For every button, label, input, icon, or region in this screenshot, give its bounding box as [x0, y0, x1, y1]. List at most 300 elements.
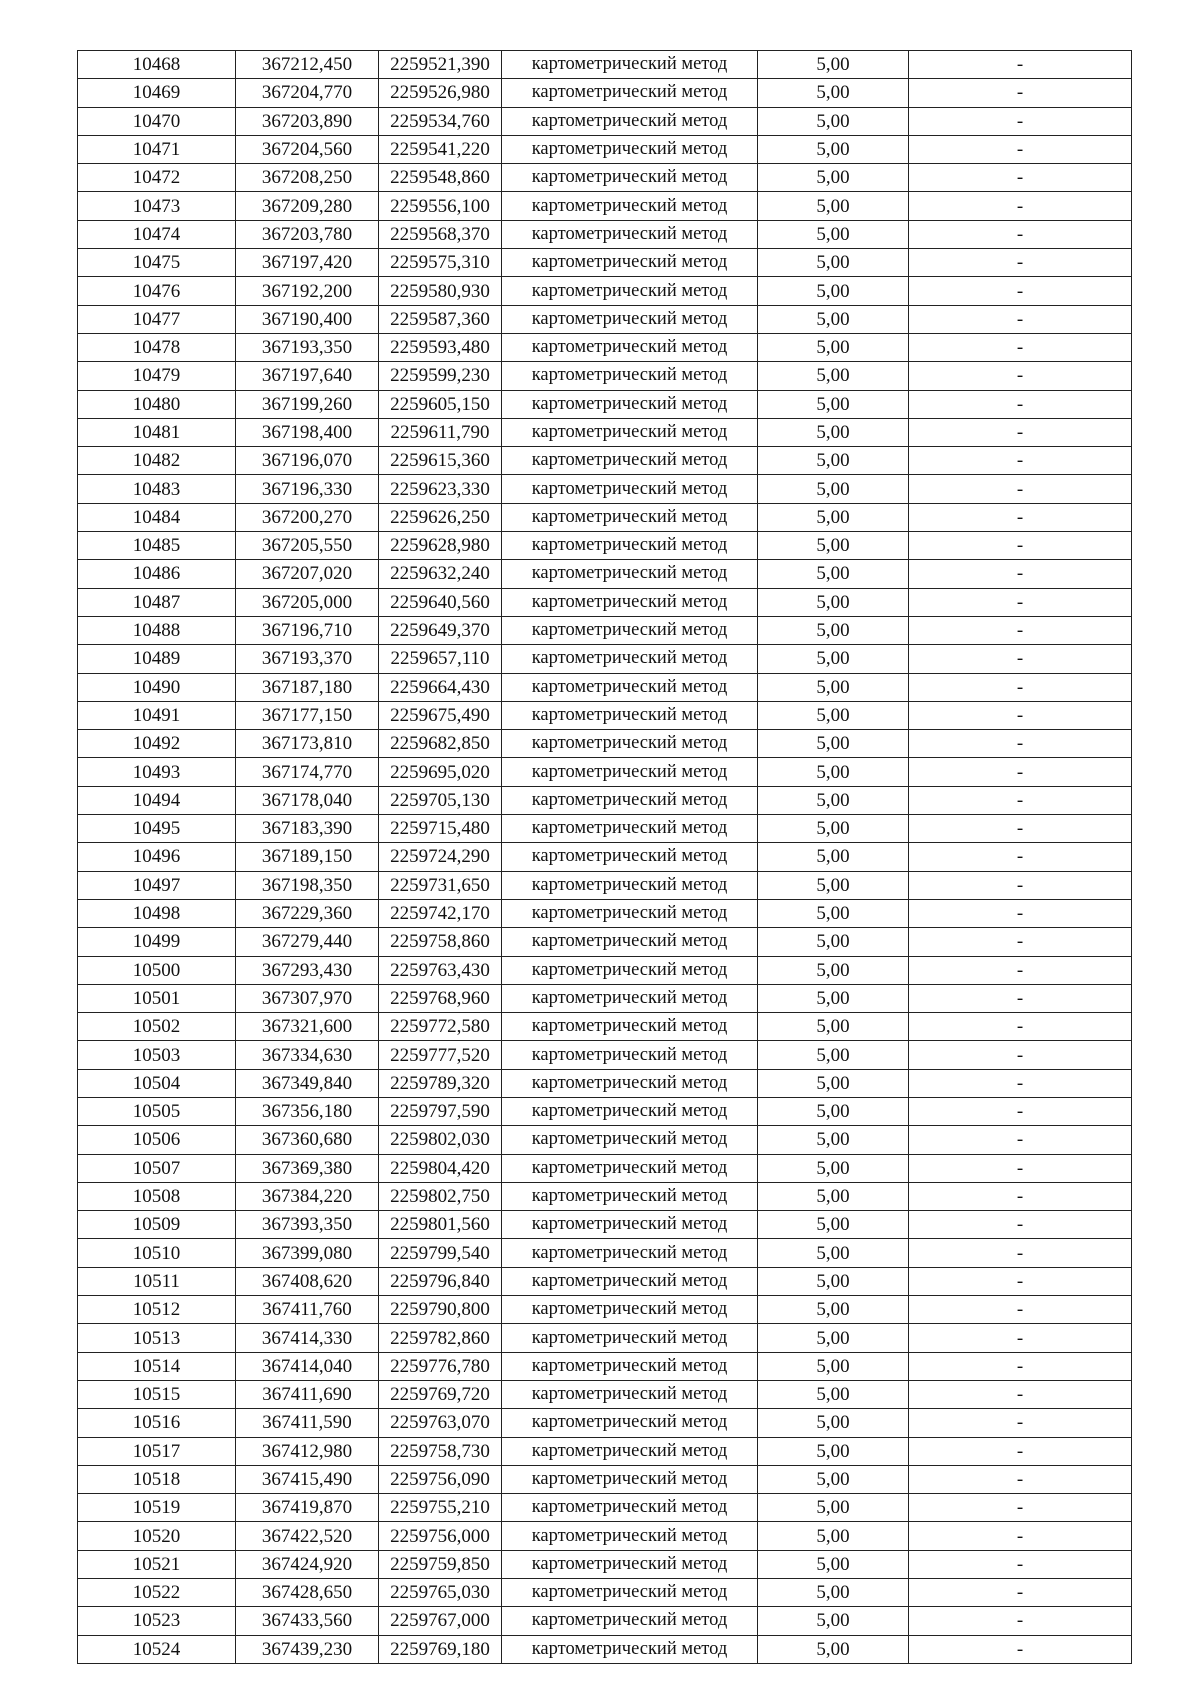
accuracy-cell: 5,00 — [758, 1239, 909, 1267]
note-cell: - — [909, 1494, 1132, 1522]
accuracy-cell: 5,00 — [758, 758, 909, 786]
x-coordinate-cell: 367199,260 — [236, 390, 379, 418]
y-coordinate-cell: 2259758,860 — [379, 928, 502, 956]
method-cell: картометрический метод — [502, 1579, 758, 1607]
x-coordinate-cell: 367187,180 — [236, 673, 379, 701]
method-cell: картометрический метод — [502, 1069, 758, 1097]
x-coordinate-cell: 367321,600 — [236, 1013, 379, 1041]
y-coordinate-cell: 2259765,030 — [379, 1579, 502, 1607]
note-cell: - — [909, 1409, 1132, 1437]
point-number-cell: 10496 — [78, 843, 236, 871]
method-cell: картометрический метод — [502, 899, 758, 927]
note-cell: - — [909, 1069, 1132, 1097]
note-cell: - — [909, 220, 1132, 248]
accuracy-cell: 5,00 — [758, 588, 909, 616]
point-number-cell: 10520 — [78, 1522, 236, 1550]
x-coordinate-cell: 367198,350 — [236, 871, 379, 899]
method-cell: картометрический метод — [502, 503, 758, 531]
x-coordinate-cell: 367205,550 — [236, 532, 379, 560]
table-row — [78, 815, 1132, 843]
y-coordinate-cell: 2259758,730 — [379, 1437, 502, 1465]
method-cell: картометрический метод — [502, 588, 758, 616]
y-coordinate-cell: 2259611,790 — [379, 418, 502, 446]
table-row — [78, 135, 1132, 163]
y-coordinate-cell: 2259615,360 — [379, 447, 502, 475]
point-number-cell: 10476 — [78, 277, 236, 305]
accuracy-cell: 5,00 — [758, 135, 909, 163]
point-number-cell: 10485 — [78, 532, 236, 560]
accuracy-cell: 5,00 — [758, 220, 909, 248]
point-number-cell: 10493 — [78, 758, 236, 786]
method-cell: картометрический метод — [502, 1437, 758, 1465]
y-coordinate-cell: 2259767,000 — [379, 1607, 502, 1635]
x-coordinate-cell: 367433,560 — [236, 1607, 379, 1635]
table-row — [78, 1126, 1132, 1154]
note-cell: - — [909, 1296, 1132, 1324]
method-cell: картометрический метод — [502, 79, 758, 107]
note-cell: - — [909, 135, 1132, 163]
method-cell: картометрический метод — [502, 192, 758, 220]
y-coordinate-cell: 2259632,240 — [379, 560, 502, 588]
y-coordinate-cell: 2259705,130 — [379, 786, 502, 814]
table-row — [78, 560, 1132, 588]
note-cell: - — [909, 815, 1132, 843]
note-cell: - — [909, 588, 1132, 616]
x-coordinate-cell: 367196,070 — [236, 447, 379, 475]
y-coordinate-cell: 2259580,930 — [379, 277, 502, 305]
table-row — [78, 1607, 1132, 1635]
accuracy-cell: 5,00 — [758, 1409, 909, 1437]
table-row — [78, 1267, 1132, 1295]
method-cell: картометрический метод — [502, 1126, 758, 1154]
table-row — [78, 1211, 1132, 1239]
table-row — [78, 362, 1132, 390]
method-cell: картометрический метод — [502, 475, 758, 503]
note-cell: - — [909, 1013, 1132, 1041]
accuracy-cell: 5,00 — [758, 1607, 909, 1635]
table-row — [78, 1013, 1132, 1041]
y-coordinate-cell: 2259763,430 — [379, 956, 502, 984]
note-cell: - — [909, 390, 1132, 418]
note-cell: - — [909, 560, 1132, 588]
note-cell: - — [909, 51, 1132, 79]
note-cell: - — [909, 1182, 1132, 1210]
accuracy-cell: 5,00 — [758, 503, 909, 531]
point-number-cell: 10472 — [78, 164, 236, 192]
accuracy-cell: 5,00 — [758, 616, 909, 644]
method-cell: картометрический метод — [502, 1154, 758, 1182]
y-coordinate-cell: 2259626,250 — [379, 503, 502, 531]
x-coordinate-cell: 367204,770 — [236, 79, 379, 107]
accuracy-cell: 5,00 — [758, 1069, 909, 1097]
point-number-cell: 10488 — [78, 616, 236, 644]
method-cell: картометрический метод — [502, 305, 758, 333]
point-number-cell: 10487 — [78, 588, 236, 616]
accuracy-cell: 5,00 — [758, 79, 909, 107]
y-coordinate-cell: 2259769,180 — [379, 1635, 502, 1663]
accuracy-cell: 5,00 — [758, 1380, 909, 1408]
point-number-cell: 10511 — [78, 1267, 236, 1295]
point-number-cell: 10499 — [78, 928, 236, 956]
x-coordinate-cell: 367411,760 — [236, 1296, 379, 1324]
method-cell: картометрический метод — [502, 815, 758, 843]
table-row — [78, 1352, 1132, 1380]
x-coordinate-cell: 367408,620 — [236, 1267, 379, 1295]
x-coordinate-cell: 367229,360 — [236, 899, 379, 927]
method-cell: картометрический метод — [502, 107, 758, 135]
method-cell: картометрический метод — [502, 1550, 758, 1578]
point-number-cell: 10517 — [78, 1437, 236, 1465]
accuracy-cell: 5,00 — [758, 532, 909, 560]
x-coordinate-cell: 367193,370 — [236, 645, 379, 673]
point-number-cell: 10486 — [78, 560, 236, 588]
table-row — [78, 1494, 1132, 1522]
accuracy-cell: 5,00 — [758, 333, 909, 361]
note-cell: - — [909, 362, 1132, 390]
note-cell: - — [909, 249, 1132, 277]
table-row — [78, 249, 1132, 277]
method-cell: картометрический метод — [502, 645, 758, 673]
accuracy-cell: 5,00 — [758, 107, 909, 135]
point-number-cell: 10492 — [78, 730, 236, 758]
note-cell: - — [909, 333, 1132, 361]
y-coordinate-cell: 2259756,000 — [379, 1522, 502, 1550]
x-coordinate-cell: 367393,350 — [236, 1211, 379, 1239]
x-coordinate-cell: 367360,680 — [236, 1126, 379, 1154]
y-coordinate-cell: 2259526,980 — [379, 79, 502, 107]
y-coordinate-cell: 2259769,720 — [379, 1380, 502, 1408]
note-cell: - — [909, 645, 1132, 673]
point-number-cell: 10508 — [78, 1182, 236, 1210]
method-cell: картометрический метод — [502, 1607, 758, 1635]
table-row — [78, 843, 1132, 871]
x-coordinate-cell: 367212,450 — [236, 51, 379, 79]
table-row — [78, 701, 1132, 729]
method-cell: картометрический метод — [502, 673, 758, 701]
point-number-cell: 10514 — [78, 1352, 236, 1380]
table-row — [78, 390, 1132, 418]
y-coordinate-cell: 2259568,370 — [379, 220, 502, 248]
x-coordinate-cell: 367203,890 — [236, 107, 379, 135]
accuracy-cell: 5,00 — [758, 192, 909, 220]
table-row — [78, 1409, 1132, 1437]
x-coordinate-cell: 367174,770 — [236, 758, 379, 786]
accuracy-cell: 5,00 — [758, 1465, 909, 1493]
table-row — [78, 333, 1132, 361]
accuracy-cell: 5,00 — [758, 1550, 909, 1578]
point-number-cell: 10521 — [78, 1550, 236, 1578]
method-cell: картометрический метод — [502, 984, 758, 1012]
table-row — [78, 588, 1132, 616]
method-cell: картометрический метод — [502, 616, 758, 644]
table-row — [78, 928, 1132, 956]
x-coordinate-cell: 367198,400 — [236, 418, 379, 446]
accuracy-cell: 5,00 — [758, 701, 909, 729]
y-coordinate-cell: 2259724,290 — [379, 843, 502, 871]
y-coordinate-cell: 2259682,850 — [379, 730, 502, 758]
note-cell: - — [909, 1522, 1132, 1550]
accuracy-cell: 5,00 — [758, 1522, 909, 1550]
note-cell: - — [909, 701, 1132, 729]
y-coordinate-cell: 2259541,220 — [379, 135, 502, 163]
table-row — [78, 1522, 1132, 1550]
method-cell: картометрический метод — [502, 532, 758, 560]
method-cell: картометрический метод — [502, 1465, 758, 1493]
point-number-cell: 10512 — [78, 1296, 236, 1324]
method-cell: картометрический метод — [502, 928, 758, 956]
y-coordinate-cell: 2259756,090 — [379, 1465, 502, 1493]
y-coordinate-cell: 2259772,580 — [379, 1013, 502, 1041]
x-coordinate-cell: 367197,420 — [236, 249, 379, 277]
table-row — [78, 956, 1132, 984]
method-cell: картометрический метод — [502, 1635, 758, 1663]
y-coordinate-cell: 2259755,210 — [379, 1494, 502, 1522]
table-row — [78, 1550, 1132, 1578]
note-cell: - — [909, 418, 1132, 446]
point-number-cell: 10506 — [78, 1126, 236, 1154]
x-coordinate-cell: 367307,970 — [236, 984, 379, 1012]
table-row — [78, 616, 1132, 644]
method-cell: картометрический метод — [502, 1324, 758, 1352]
method-cell: картометрический метод — [502, 1494, 758, 1522]
method-cell: картометрический метод — [502, 362, 758, 390]
table-row — [78, 192, 1132, 220]
method-cell: картометрический метод — [502, 220, 758, 248]
accuracy-cell: 5,00 — [758, 1324, 909, 1352]
point-number-cell: 10478 — [78, 333, 236, 361]
y-coordinate-cell: 2259777,520 — [379, 1041, 502, 1069]
table-row — [78, 1239, 1132, 1267]
y-coordinate-cell: 2259801,560 — [379, 1211, 502, 1239]
point-number-cell: 10509 — [78, 1211, 236, 1239]
table-row — [78, 532, 1132, 560]
y-coordinate-cell: 2259759,850 — [379, 1550, 502, 1578]
accuracy-cell: 5,00 — [758, 560, 909, 588]
y-coordinate-cell: 2259763,070 — [379, 1409, 502, 1437]
note-cell: - — [909, 616, 1132, 644]
accuracy-cell: 5,00 — [758, 475, 909, 503]
point-number-cell: 10505 — [78, 1097, 236, 1125]
note-cell: - — [909, 1154, 1132, 1182]
table-row — [78, 220, 1132, 248]
method-cell: картометрический метод — [502, 758, 758, 786]
x-coordinate-cell: 367207,020 — [236, 560, 379, 588]
accuracy-cell: 5,00 — [758, 390, 909, 418]
x-coordinate-cell: 367183,390 — [236, 815, 379, 843]
table-row — [78, 1324, 1132, 1352]
table-row — [78, 1182, 1132, 1210]
x-coordinate-cell: 367334,630 — [236, 1041, 379, 1069]
note-cell: - — [909, 1126, 1132, 1154]
accuracy-cell: 5,00 — [758, 1097, 909, 1125]
y-coordinate-cell: 2259797,590 — [379, 1097, 502, 1125]
method-cell: картометрический метод — [502, 786, 758, 814]
note-cell: - — [909, 107, 1132, 135]
y-coordinate-cell: 2259587,360 — [379, 305, 502, 333]
y-coordinate-cell: 2259649,370 — [379, 616, 502, 644]
point-number-cell: 10481 — [78, 418, 236, 446]
note-cell: - — [909, 1380, 1132, 1408]
y-coordinate-cell: 2259742,170 — [379, 899, 502, 927]
point-number-cell: 10469 — [78, 79, 236, 107]
accuracy-cell: 5,00 — [758, 1635, 909, 1663]
note-cell: - — [909, 1635, 1132, 1663]
accuracy-cell: 5,00 — [758, 164, 909, 192]
point-number-cell: 10491 — [78, 701, 236, 729]
table-row — [78, 475, 1132, 503]
y-coordinate-cell: 2259782,860 — [379, 1324, 502, 1352]
x-coordinate-cell: 367200,270 — [236, 503, 379, 531]
accuracy-cell: 5,00 — [758, 871, 909, 899]
x-coordinate-cell: 367414,330 — [236, 1324, 379, 1352]
method-cell: картометрический метод — [502, 1296, 758, 1324]
method-cell: картометрический метод — [502, 1409, 758, 1437]
x-coordinate-cell: 367424,920 — [236, 1550, 379, 1578]
point-number-cell: 10518 — [78, 1465, 236, 1493]
coordinates-table — [77, 50, 1132, 1664]
method-cell: картометрический метод — [502, 1352, 758, 1380]
y-coordinate-cell: 2259796,840 — [379, 1267, 502, 1295]
method-cell: картометрический метод — [502, 730, 758, 758]
table-row — [78, 164, 1132, 192]
note-cell: - — [909, 673, 1132, 701]
table-row — [78, 645, 1132, 673]
accuracy-cell: 5,00 — [758, 1211, 909, 1239]
y-coordinate-cell: 2259657,110 — [379, 645, 502, 673]
table-row — [78, 1579, 1132, 1607]
table-row — [78, 1635, 1132, 1663]
x-coordinate-cell: 367192,200 — [236, 277, 379, 305]
table-row — [78, 673, 1132, 701]
accuracy-cell: 5,00 — [758, 1182, 909, 1210]
table-row — [78, 758, 1132, 786]
y-coordinate-cell: 2259640,560 — [379, 588, 502, 616]
point-number-cell: 10498 — [78, 899, 236, 927]
y-coordinate-cell: 2259768,960 — [379, 984, 502, 1012]
table-row — [78, 107, 1132, 135]
table-row — [78, 1041, 1132, 1069]
note-cell: - — [909, 956, 1132, 984]
point-number-cell: 10477 — [78, 305, 236, 333]
x-coordinate-cell: 367428,650 — [236, 1579, 379, 1607]
y-coordinate-cell: 2259534,760 — [379, 107, 502, 135]
point-number-cell: 10474 — [78, 220, 236, 248]
accuracy-cell: 5,00 — [758, 51, 909, 79]
method-cell: картометрический метод — [502, 1013, 758, 1041]
accuracy-cell: 5,00 — [758, 249, 909, 277]
accuracy-cell: 5,00 — [758, 1154, 909, 1182]
point-number-cell: 10501 — [78, 984, 236, 1012]
point-number-cell: 10479 — [78, 362, 236, 390]
x-coordinate-cell: 367411,590 — [236, 1409, 379, 1437]
x-coordinate-cell: 367349,840 — [236, 1069, 379, 1097]
table-row — [78, 447, 1132, 475]
x-coordinate-cell: 367419,870 — [236, 1494, 379, 1522]
accuracy-cell: 5,00 — [758, 815, 909, 843]
table-row — [78, 277, 1132, 305]
x-coordinate-cell: 367439,230 — [236, 1635, 379, 1663]
accuracy-cell: 5,00 — [758, 1494, 909, 1522]
table-row — [78, 871, 1132, 899]
method-cell: картометрический метод — [502, 447, 758, 475]
point-number-cell: 10482 — [78, 447, 236, 475]
note-cell: - — [909, 1352, 1132, 1380]
point-number-cell: 10489 — [78, 645, 236, 673]
note-cell: - — [909, 1267, 1132, 1295]
note-cell: - — [909, 503, 1132, 531]
method-cell: картометрический метод — [502, 164, 758, 192]
note-cell: - — [909, 1324, 1132, 1352]
method-cell: картометрический метод — [502, 1239, 758, 1267]
point-number-cell: 10471 — [78, 135, 236, 163]
note-cell: - — [909, 1579, 1132, 1607]
accuracy-cell: 5,00 — [758, 277, 909, 305]
x-coordinate-cell: 367399,080 — [236, 1239, 379, 1267]
method-cell: картометрический метод — [502, 843, 758, 871]
method-cell: картометрический метод — [502, 135, 758, 163]
point-number-cell: 10470 — [78, 107, 236, 135]
x-coordinate-cell: 367422,520 — [236, 1522, 379, 1550]
point-number-cell: 10490 — [78, 673, 236, 701]
y-coordinate-cell: 2259695,020 — [379, 758, 502, 786]
method-cell: картометрический метод — [502, 701, 758, 729]
coordinates-table-body — [78, 51, 1132, 1664]
accuracy-cell: 5,00 — [758, 1437, 909, 1465]
accuracy-cell: 5,00 — [758, 447, 909, 475]
y-coordinate-cell: 2259605,150 — [379, 390, 502, 418]
point-number-cell: 10513 — [78, 1324, 236, 1352]
table-row — [78, 418, 1132, 446]
y-coordinate-cell: 2259593,480 — [379, 333, 502, 361]
accuracy-cell: 5,00 — [758, 305, 909, 333]
method-cell: картометрический метод — [502, 1380, 758, 1408]
method-cell: картометрический метод — [502, 1097, 758, 1125]
x-coordinate-cell: 367189,150 — [236, 843, 379, 871]
method-cell: картометрический метод — [502, 1522, 758, 1550]
table-row — [78, 1154, 1132, 1182]
y-coordinate-cell: 2259802,750 — [379, 1182, 502, 1210]
accuracy-cell: 5,00 — [758, 843, 909, 871]
note-cell: - — [909, 305, 1132, 333]
accuracy-cell: 5,00 — [758, 984, 909, 1012]
point-number-cell: 10504 — [78, 1069, 236, 1097]
point-number-cell: 10475 — [78, 249, 236, 277]
note-cell: - — [909, 532, 1132, 560]
note-cell: - — [909, 277, 1132, 305]
point-number-cell: 10510 — [78, 1239, 236, 1267]
accuracy-cell: 5,00 — [758, 1267, 909, 1295]
method-cell: картометрический метод — [502, 1041, 758, 1069]
y-coordinate-cell: 2259802,030 — [379, 1126, 502, 1154]
note-cell: - — [909, 164, 1132, 192]
x-coordinate-cell: 367208,250 — [236, 164, 379, 192]
method-cell: картометрический метод — [502, 390, 758, 418]
x-coordinate-cell: 367193,350 — [236, 333, 379, 361]
y-coordinate-cell: 2259789,320 — [379, 1069, 502, 1097]
note-cell: - — [909, 1550, 1132, 1578]
accuracy-cell: 5,00 — [758, 673, 909, 701]
x-coordinate-cell: 367178,040 — [236, 786, 379, 814]
table-row — [78, 79, 1132, 107]
note-cell: - — [909, 730, 1132, 758]
note-cell: - — [909, 984, 1132, 1012]
point-number-cell: 10522 — [78, 1579, 236, 1607]
note-cell: - — [909, 1465, 1132, 1493]
point-number-cell: 10497 — [78, 871, 236, 899]
table-row — [78, 1296, 1132, 1324]
y-coordinate-cell: 2259521,390 — [379, 51, 502, 79]
note-cell: - — [909, 1211, 1132, 1239]
